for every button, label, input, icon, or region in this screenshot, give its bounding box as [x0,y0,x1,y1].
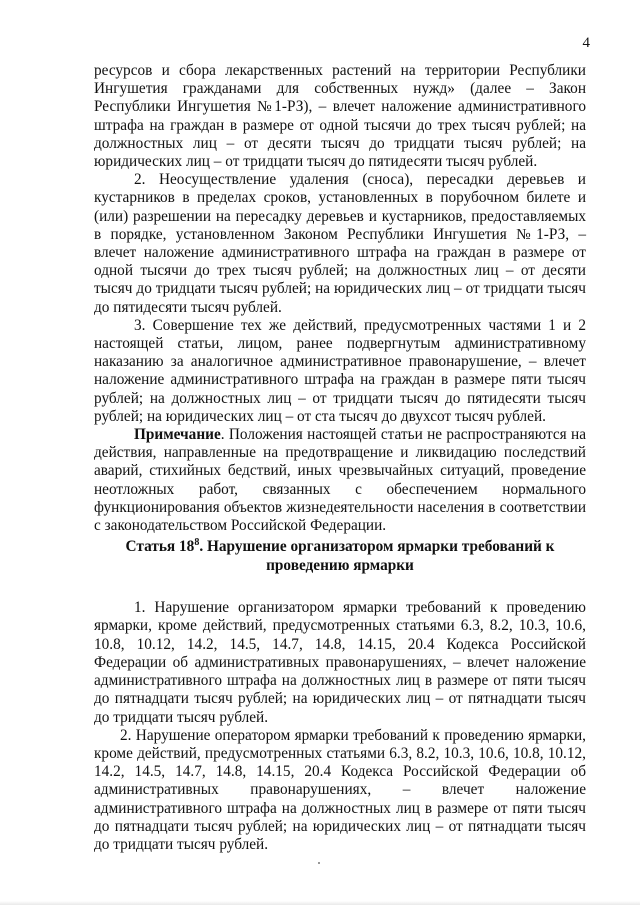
document-body [94,62,586,854]
article-title: . Нарушение организатором ярмарки требований к проведению ярмарки [199,538,555,575]
article-heading [94,537,586,575]
article-prefix: Статья 18 [125,538,195,556]
note-label: Примечание [134,426,221,444]
scan-edge [0,901,640,905]
article-superscript: 8 [194,537,200,549]
note-text: . Положения настоящей статьи не распространяются на действия, направленные на предотвращение и ликвидацию последствий аварий, стихийных бедствий, иных чрезвычайных ситуаций, проведение неотложных работ, связанных с обеспечением нормального функционирования объектов жизнедеятельности населения в соответствии с законодательством Российской Федерации. [94,426,586,535]
note-paragraph [94,426,586,535]
scan-mark [318,862,320,864]
paragraph-part-3: 3. Совершение тех же действий, предусмотренных частями 1 и 2 настоящей статьи, лицом, ранее подвергнутым административному наказанию за аналогичное административное правонарушение, – влечет наложение административного штрафа на граждан в размере пяти тысяч рублей; на должностных лиц – от тридцати тысяч до пятидесяти тысяч рублей; на юридических лиц – от ста тысяч до двухсот тысяч рублей. [94,316,586,425]
paragraph-part-2: 2. Неосуществление удаления (сноса), пересадки деревьев и кустарников в пределах сроков, установленных в порубочном билете и (или) разрешении на пересадку деревьев и кустарников, предоставляемых в порядке, установленном Законом Республики Ингушетия №1-РЗ, – влечет наложение административного штрафа на граждан в размере от одной тысячи до трех тысяч рублей; на должностных лиц – от десяти тысяч до тридцати тысяч рублей; на юридических лиц – от тридцати тысяч до пятидесяти тысяч рублей. [94,171,586,316]
paragraph-continuation: ресурсов и сбора лекарственных растений на территории Республики Ингушетия гражданами для собственных нужд» (далее – Закон Республики Ингушетия №1-РЗ), – влечет наложение административного штрафа на граждан в размере от одной тысячи до трех тысяч рублей; на должностных лиц – от десяти тысяч до тридцати тысяч рублей; на юридических лиц – от тридцати тысяч до пятидесяти тысяч рублей. [94,62,586,171]
page-number: 4 [582,35,590,51]
article-part-1: 1. Нарушение организатором ярмарки требований к проведению ярмарки, кроме действий, предусмотренных статьями 6.3, 8.2, 10.3, 10.6, 10.8, 10.12, 14.2, 14.5, 14.7, 14.8, 14.15, 20.4 Кодекса Российской Федерации об административных правонарушениях, – влечет наложение административного штрафа на должностных лиц в размере от пяти тысяч до пятнадцати тысяч рублей; на юридических лиц – от пятнадцати тысяч до тридцати тысяч рублей. [94,599,586,726]
article-part-2: 2. Нарушение оператором ярмарки требований к проведению ярмарки, кроме действий, предусмотренных статьями 6.3, 8.2, 10.3, 10.6, 10.8, 10.12, 14.2, 14.5, 14.7, 14.8, 14.15, 20.4 Кодекса Российской Федерации об административных правонарушениях, – влечет наложение административного штрафа на должностных лиц в размере от пяти тысяч до пятнадцати тысяч рублей; на юридических лиц – от пятнадцати тысяч до тридцати тысяч рублей. [94,726,586,853]
